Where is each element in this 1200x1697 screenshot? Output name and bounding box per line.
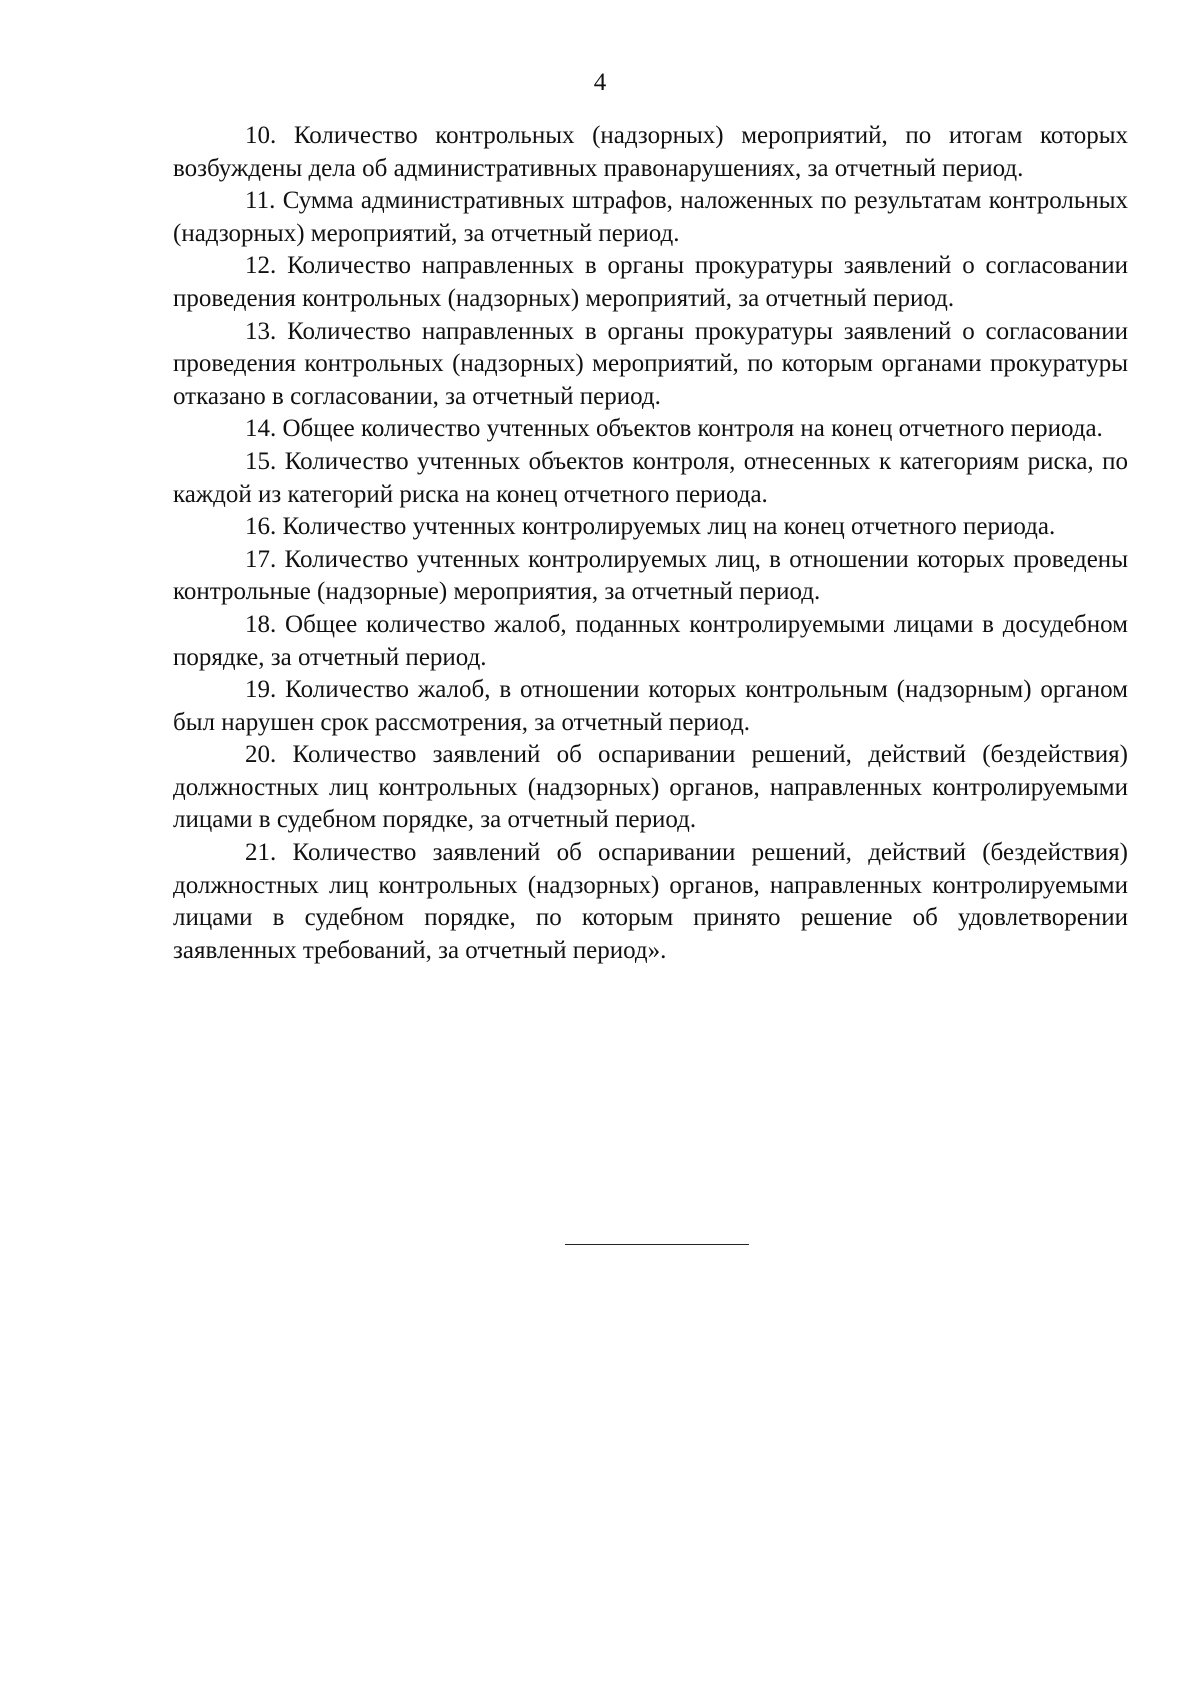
list-item-15: 15. Количество учтенных объектов контроля, отнесенных к категориям риска, по каждой из категорий риска на конец отчетного периода. (173, 447, 1128, 508)
list-item-13: 13. Количество направленных в органы прокуратуры заявлений о согласовании проведения контрольных (надзорных) мероприятий, по которым органами прокуратуры отказано в согласовании, за отчетный период. (173, 317, 1128, 410)
closing-divider (565, 1244, 749, 1245)
list-item-12: 12. Количество направленных в органы прокуратуры заявлений о согласовании проведения контрольных (надзорных) мероприятий, за отчетный период. (173, 252, 1128, 312)
list-item-21: 21. Количество заявлений об оспаривании решений, действий (бездействия) должностных лиц контрольных (надзорных) органов, направленных контролируемыми лицами в судебном порядке, по которым принято решение об удовлетворении заявленных требований, за отчетный период». (173, 839, 1128, 964)
list-item-11: 11. Сумма административных штрафов, наложенных по результатам контрольных (надзорных) мероприятий, за отчетный период. (173, 187, 1128, 247)
list-item-14: 14. Общее количество учтенных объектов контроля на конец отчетного периода. (245, 415, 1103, 443)
list-item-18: 18. Общее количество жалоб, поданных контролируемыми лицами в досудебном порядке, за отчетный период. (173, 610, 1128, 671)
list-item-10: 10. Количество контрольных (надзорных) мероприятий, по итогам которых возбуждены дела об административных правонарушениях, за отчетный период. (173, 122, 1128, 182)
document-body (173, 120, 1128, 967)
page-number: 4 (593, 69, 607, 96)
list-item-19: 19. Количество жалоб, в отношении которых контрольным (надзорным) органом был нарушен срок рассмотрения, за отчетный период. (173, 676, 1128, 736)
list-item-17: 17. Количество учтенных контролируемых лиц, в отношении которых проведены контрольные (надзорные) мероприятия, за отчетный период. (173, 545, 1128, 606)
list-item-20: 20. Количество заявлений об оспаривании решений, действий (бездействия) должностных лиц контрольных (надзорных) органов, направленных контролируемыми лицами в судебном порядке, за отчетный период. (173, 741, 1128, 834)
list-item-16: 16. Количество учтенных контролируемых лиц на конец отчетного периода. (245, 513, 1056, 541)
